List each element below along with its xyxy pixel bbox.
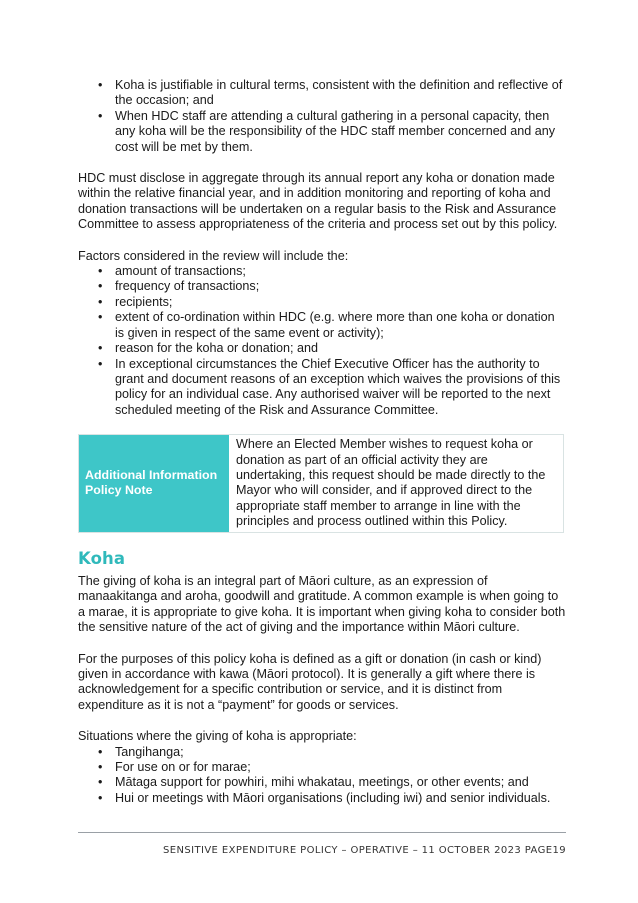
callout-label [79,435,229,531]
callout-text: Where an Elected Member wishes to request koha or donation as part of an official activity they are undertaking, this request should be made directly to the Mayor who will consider, and if approved direct to the appropriate staff member to arrange in line with the principles and process outlined within this Policy. [229,435,563,531]
koha-paragraph-1: The giving of koha is an integral part of Māori culture, as an expression of manaakitanga and aroha, goodwill and gratitude. A common example is when going to a marae, it is appropriate to give koha. It is important when giving koha to consider both the sensitive nature of the act of giving and the importance within Māori culture. [78,573,566,635]
policy-note-callout [78,434,564,532]
factors-bullet-list [78,264,566,418]
intro-bullet-list [78,78,566,155]
callout-label-line2: Policy Note [85,483,153,498]
koha-heading: Koha [78,548,126,568]
page-content [78,78,566,806]
list-item: • extent of co-ordination within HDC (e.g. where more than one koha or donation is given in respect of the same event or activity); [78,310,566,341]
list-item: • For use on or for marae; [78,760,566,775]
list-item: • amount of transactions; [78,264,566,279]
situations-intro: Situations where the giving of koha is appropriate: [78,729,357,744]
list-item: • reason for the koha or donation; and [78,341,566,356]
list-item: • frequency of transactions; [78,279,566,294]
list-item: • recipients; [78,295,566,310]
list-item: • Mātaga support for powhiri, mihi whakatau, meetings, or other events; and [78,775,566,790]
disclosure-paragraph: HDC must disclose in aggregate through its annual report any koha or donation made within the relative financial year, and in addition monitoring and reporting of koha and donation transactions will be undertaken on a regular basis to the Risk and Assurance Committee to assess appropriateness of the criteria and process set out by this policy. [78,171,558,232]
footer-divider [78,832,566,833]
page-footer: SENSITIVE EXPENDITURE POLICY – OPERATIVE – 11 OCTOBER 2023 PAGE19 [163,845,566,856]
list-item: • Tangihanga; [78,745,566,760]
list-item: • Hui or meetings with Māori organisations (including iwi) and senior individuals. [78,791,566,806]
list-item: • When HDC staff are attending a cultural gathering in a personal capacity, then any koha will be the responsibility of the HDC staff member concerned and any cost will be met by them. [78,109,566,155]
list-item: • Koha is justifiable in cultural terms, consistent with the definition and reflective of the occasion; and [78,78,566,109]
situations-bullet-list [78,745,566,807]
list-item: • In exceptional circumstances the Chief Executive Officer has the authority to grant and document reasons of an exception which waives the provisions of this policy for an individual case. Any authorised waiver will be reported to the next scheduled meeting of the Risk and Assurance Committee. [78,357,566,419]
koha-paragraph-2: For the purposes of this policy koha is defined as a gift or donation (in cash or kind) given in accordance with kawa (Māori protocol). It is generally a gift where there is acknowledgement for a specific contribution or service, and it is distinct from expenditure as it is not a “payment” for goods or services. [78,651,542,712]
callout-label-line1: Additional Information [85,468,218,483]
factors-intro: Factors considered in the review will include the: [78,248,349,263]
